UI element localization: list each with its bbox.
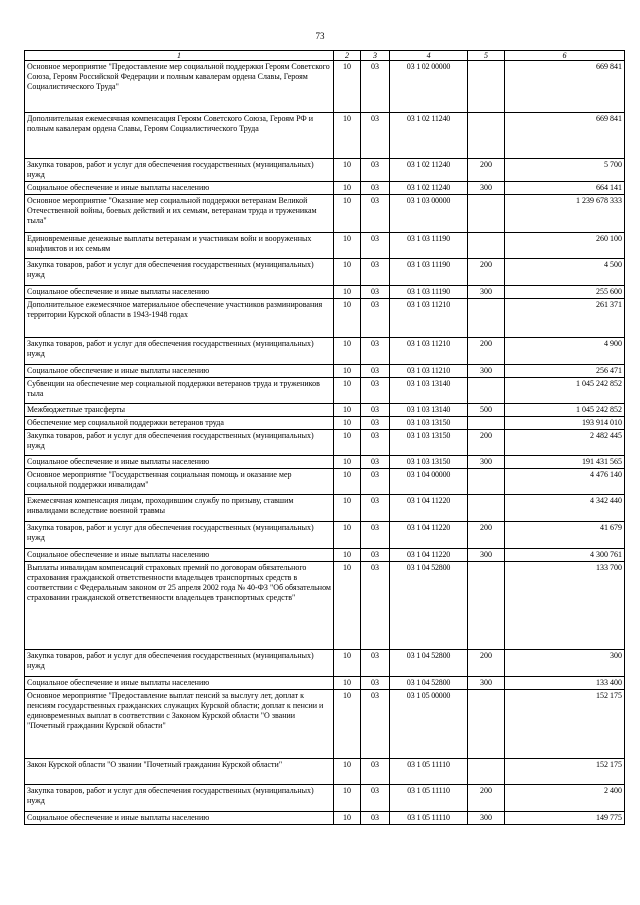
- row-target-article: 03 1 03 11190: [390, 259, 468, 286]
- row-section: 10: [334, 690, 361, 759]
- row-amount: 1 045 242 852: [505, 378, 625, 404]
- table-row: [25, 522, 625, 549]
- row-expense-type: [468, 113, 505, 159]
- row-amount: 191 431 565: [505, 456, 625, 469]
- page-number: 73: [315, 31, 325, 41]
- row-name: Закон Курской области "О звании "Почетный гражданин Курской области": [25, 759, 334, 785]
- row-expense-type: 200: [468, 785, 505, 812]
- table-row: [25, 759, 625, 785]
- row-subsection: 03: [361, 430, 390, 456]
- row-expense-type: 300: [468, 812, 505, 825]
- row-subsection: 03: [361, 338, 390, 365]
- row-target-article: 03 1 05 11110: [390, 759, 468, 785]
- table-row: [25, 365, 625, 378]
- row-target-article: 03 1 02 11240: [390, 113, 468, 159]
- row-target-article: 03 1 04 11220: [390, 549, 468, 562]
- column-number-row: [25, 51, 625, 61]
- row-expense-type: 200: [468, 650, 505, 677]
- row-section: 10: [334, 785, 361, 812]
- table-row: [25, 677, 625, 690]
- row-name: Закупка товаров, работ и услуг для обеспечения государственных (муниципальных) нужд: [25, 259, 334, 286]
- row-name: Субвенции на обеспечение мер социальной поддержки ветеранов труда и тружеников тыла: [25, 378, 334, 404]
- row-expense-type: 200: [468, 338, 505, 365]
- row-subsection: 03: [361, 365, 390, 378]
- row-subsection: 03: [361, 259, 390, 286]
- row-subsection: 03: [361, 61, 390, 113]
- row-name: Дополнительное ежемесячное материальное обеспечение участников разминирования территории Курской области в 1943-1948 годах: [25, 299, 334, 338]
- row-subsection: 03: [361, 812, 390, 825]
- row-amount: 300: [505, 650, 625, 677]
- row-name: Межбюджетные трансферты: [25, 404, 334, 417]
- row-amount: 133 700: [505, 562, 625, 650]
- table-row: [25, 182, 625, 195]
- row-target-article: 03 1 02 11240: [390, 182, 468, 195]
- row-target-article: 03 1 04 52800: [390, 650, 468, 677]
- row-expense-type: [468, 299, 505, 338]
- table-row: [25, 299, 625, 338]
- row-amount: 664 141: [505, 182, 625, 195]
- budget-table-body: [25, 51, 625, 825]
- row-amount: 669 841: [505, 113, 625, 159]
- row-subsection: 03: [361, 759, 390, 785]
- row-amount: 4 300 761: [505, 549, 625, 562]
- row-amount: 4 342 440: [505, 495, 625, 522]
- row-amount: 255 600: [505, 286, 625, 299]
- table-row: [25, 338, 625, 365]
- row-section: 10: [334, 182, 361, 195]
- table-row: [25, 549, 625, 562]
- row-subsection: 03: [361, 378, 390, 404]
- row-section: 10: [334, 195, 361, 233]
- row-section: 10: [334, 233, 361, 259]
- row-subsection: 03: [361, 495, 390, 522]
- row-target-article: 03 1 04 52800: [390, 677, 468, 690]
- row-amount: 1 045 242 852: [505, 404, 625, 417]
- row-target-article: 03 1 03 13150: [390, 417, 468, 430]
- row-target-article: 03 1 03 13140: [390, 378, 468, 404]
- row-expense-type: 300: [468, 549, 505, 562]
- row-subsection: 03: [361, 417, 390, 430]
- row-target-article: 03 1 03 11210: [390, 338, 468, 365]
- row-name: Выплаты инвалидам компенсаций страховых премий по договорам обязательного страхования гражданской ответственности владельцев транспортных средств в соответствии с Федеральным законом от 25 апреля 2002 года № 40-ФЗ "Об обязательном страховании гражданской ответственности владельцев транспортных средств": [25, 562, 334, 650]
- table-row: [25, 259, 625, 286]
- row-section: 10: [334, 259, 361, 286]
- row-subsection: 03: [361, 286, 390, 299]
- row-name: Закупка товаров, работ и услуг для обеспечения государственных (муниципальных) нужд: [25, 338, 334, 365]
- row-subsection: 03: [361, 469, 390, 495]
- row-section: 10: [334, 495, 361, 522]
- row-expense-type: 200: [468, 430, 505, 456]
- table-row: [25, 690, 625, 759]
- row-subsection: 03: [361, 677, 390, 690]
- row-target-article: 03 1 03 13150: [390, 456, 468, 469]
- row-amount: 5 700: [505, 159, 625, 182]
- column-number: 1: [25, 51, 334, 61]
- row-expense-type: 200: [468, 522, 505, 549]
- table-row: [25, 456, 625, 469]
- table-row: [25, 812, 625, 825]
- row-name: Социальное обеспечение и иные выплаты населению: [25, 677, 334, 690]
- column-number: 3: [361, 51, 390, 61]
- row-name: Социальное обеспечение и иные выплаты населению: [25, 549, 334, 562]
- row-target-article: 03 1 03 13150: [390, 430, 468, 456]
- row-section: 10: [334, 759, 361, 785]
- row-section: 10: [334, 159, 361, 182]
- row-name: Закупка товаров, работ и услуг для обеспечения государственных (муниципальных) нужд: [25, 650, 334, 677]
- table-row: [25, 417, 625, 430]
- row-subsection: 03: [361, 522, 390, 549]
- row-amount: 2 482 445: [505, 430, 625, 456]
- row-target-article: 03 1 03 00000: [390, 195, 468, 233]
- row-expense-type: [468, 378, 505, 404]
- row-section: 10: [334, 365, 361, 378]
- table-row: [25, 378, 625, 404]
- row-section: 10: [334, 113, 361, 159]
- row-name: Социальное обеспечение и иные выплаты населению: [25, 812, 334, 825]
- row-subsection: 03: [361, 549, 390, 562]
- row-expense-type: [468, 690, 505, 759]
- table-row: [25, 562, 625, 650]
- table-row: [25, 650, 625, 677]
- row-subsection: 03: [361, 690, 390, 759]
- row-expense-type: 300: [468, 456, 505, 469]
- table-row: [25, 286, 625, 299]
- row-name: Основное мероприятие "Предоставление выплат пенсий за выслугу лет, доплат к пенсиям государственных гражданских служащих Курской области; доплат к пенсии и единовременных выплат в соответствии с Законом Курской области "О звании "Почетный гражданин Курской области": [25, 690, 334, 759]
- table-row: [25, 404, 625, 417]
- row-name: Основное мероприятие "Предоставление мер социальной поддержки Героям Советского Союза, Героям Российской Федерации и полным кавалерам ордена Славы, Героям Социалистического Труда": [25, 61, 334, 113]
- row-target-article: 03 1 03 11190: [390, 233, 468, 259]
- row-subsection: 03: [361, 195, 390, 233]
- row-subsection: 03: [361, 785, 390, 812]
- table-row: [25, 233, 625, 259]
- table-row: [25, 785, 625, 812]
- row-target-article: 03 1 03 11210: [390, 365, 468, 378]
- row-target-article: 03 1 03 11210: [390, 299, 468, 338]
- row-expense-type: 500: [468, 404, 505, 417]
- column-number: 6: [505, 51, 625, 61]
- row-amount: 152 175: [505, 759, 625, 785]
- row-amount: 1 239 678 333: [505, 195, 625, 233]
- row-amount: 193 914 010: [505, 417, 625, 430]
- row-amount: 261 371: [505, 299, 625, 338]
- table-row: [25, 195, 625, 233]
- row-section: 10: [334, 338, 361, 365]
- row-amount: 669 841: [505, 61, 625, 113]
- row-amount: 4 900: [505, 338, 625, 365]
- row-target-article: 03 1 04 11220: [390, 522, 468, 549]
- row-amount: 41 679: [505, 522, 625, 549]
- row-name: Ежемесячная компенсация лицам, проходившим службу по призыву, ставшим инвалидами вследствие военной травмы: [25, 495, 334, 522]
- row-subsection: 03: [361, 456, 390, 469]
- row-amount: 4 500: [505, 259, 625, 286]
- row-name: Закупка товаров, работ и услуг для обеспечения государственных (муниципальных) нужд: [25, 159, 334, 182]
- row-subsection: 03: [361, 562, 390, 650]
- table-row: [25, 430, 625, 456]
- row-name: Закупка товаров, работ и услуг для обеспечения государственных (муниципальных) нужд: [25, 522, 334, 549]
- row-amount: 256 471: [505, 365, 625, 378]
- row-name: Основное мероприятие "Государственная социальная помощь и оказание мер социальной поддержки инвалидам": [25, 469, 334, 495]
- row-section: 10: [334, 650, 361, 677]
- row-amount: 260 100: [505, 233, 625, 259]
- row-target-article: 03 1 03 11190: [390, 286, 468, 299]
- row-name: Единовременные денежные выплаты ветеранам и участникам войн и вооруженных конфликтов и их семьям: [25, 233, 334, 259]
- row-name: Закупка товаров, работ и услуг для обеспечения государственных (муниципальных) нужд: [25, 785, 334, 812]
- row-expense-type: [468, 417, 505, 430]
- row-amount: 2 400: [505, 785, 625, 812]
- row-section: 10: [334, 549, 361, 562]
- row-target-article: 03 1 05 11110: [390, 812, 468, 825]
- row-expense-type: [468, 469, 505, 495]
- row-section: 10: [334, 286, 361, 299]
- row-name: Основное мероприятие "Оказание мер социальной поддержки ветеранам Великой Отечественной войны, боевых действий и их семьям, ветеранам труда и труженикам тыла": [25, 195, 334, 233]
- row-section: 10: [334, 522, 361, 549]
- table-row: [25, 469, 625, 495]
- row-subsection: 03: [361, 182, 390, 195]
- row-amount: 149 775: [505, 812, 625, 825]
- row-section: 10: [334, 562, 361, 650]
- row-section: 10: [334, 61, 361, 113]
- row-section: 10: [334, 677, 361, 690]
- row-expense-type: [468, 759, 505, 785]
- row-name: Социальное обеспечение и иные выплаты населению: [25, 456, 334, 469]
- row-subsection: 03: [361, 159, 390, 182]
- row-section: 10: [334, 469, 361, 495]
- row-expense-type: 200: [468, 259, 505, 286]
- row-subsection: 03: [361, 404, 390, 417]
- row-section: 10: [334, 299, 361, 338]
- row-subsection: 03: [361, 299, 390, 338]
- row-section: 10: [334, 430, 361, 456]
- row-name: Социальное обеспечение и иные выплаты населению: [25, 365, 334, 378]
- row-target-article: 03 1 03 13140: [390, 404, 468, 417]
- row-target-article: 03 1 04 11220: [390, 495, 468, 522]
- row-target-article: 03 1 02 11240: [390, 159, 468, 182]
- row-amount: 152 175: [505, 690, 625, 759]
- row-section: 10: [334, 812, 361, 825]
- row-amount: 4 476 140: [505, 469, 625, 495]
- row-name: Закупка товаров, работ и услуг для обеспечения государственных (муниципальных) нужд: [25, 430, 334, 456]
- row-target-article: 03 1 05 00000: [390, 690, 468, 759]
- row-expense-type: [468, 195, 505, 233]
- row-expense-type: 300: [468, 182, 505, 195]
- row-section: 10: [334, 404, 361, 417]
- table-row: [25, 495, 625, 522]
- row-section: 10: [334, 456, 361, 469]
- budget-table: [24, 50, 625, 825]
- table-row: [25, 61, 625, 113]
- row-section: 10: [334, 417, 361, 430]
- row-subsection: 03: [361, 113, 390, 159]
- row-name: Социальное обеспечение и иные выплаты населению: [25, 286, 334, 299]
- row-expense-type: 300: [468, 286, 505, 299]
- row-target-article: 03 1 05 11110: [390, 785, 468, 812]
- row-expense-type: [468, 495, 505, 522]
- row-name: Дополнительная ежемесячная компенсация Героям Советского Союза, Героям РФ и полным кавалерам ордена Славы, Героям Социалистического Труда: [25, 113, 334, 159]
- row-expense-type: [468, 562, 505, 650]
- row-subsection: 03: [361, 233, 390, 259]
- column-number: 4: [390, 51, 468, 61]
- column-number: 2: [334, 51, 361, 61]
- row-expense-type: 300: [468, 677, 505, 690]
- row-amount: 133 400: [505, 677, 625, 690]
- row-expense-type: 300: [468, 365, 505, 378]
- row-expense-type: [468, 233, 505, 259]
- row-name: Социальное обеспечение и иные выплаты населению: [25, 182, 334, 195]
- table-row: [25, 159, 625, 182]
- row-subsection: 03: [361, 650, 390, 677]
- row-expense-type: 200: [468, 159, 505, 182]
- row-target-article: 03 1 02 00000: [390, 61, 468, 113]
- row-expense-type: [468, 61, 505, 113]
- row-target-article: 03 1 04 52800: [390, 562, 468, 650]
- column-number: 5: [468, 51, 505, 61]
- row-section: 10: [334, 378, 361, 404]
- row-target-article: 03 1 04 00000: [390, 469, 468, 495]
- table-row: [25, 113, 625, 159]
- row-name: Обеспечение мер социальной поддержки ветеранов труда: [25, 417, 334, 430]
